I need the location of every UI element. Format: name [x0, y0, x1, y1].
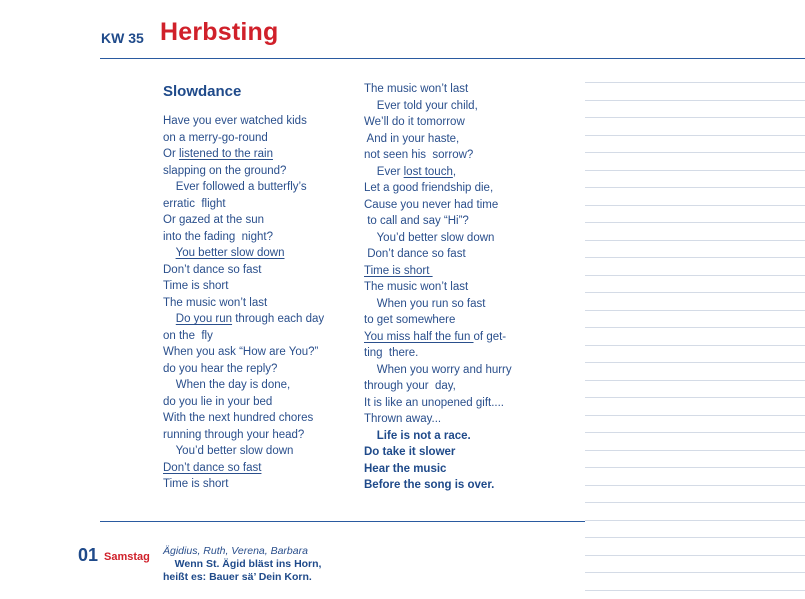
poem-line	[163, 410, 324, 427]
poem-line	[163, 113, 324, 130]
note-line	[585, 275, 805, 276]
poem-text: When you run so fast	[364, 297, 486, 310]
poem-line	[163, 328, 324, 345]
poem-text: through your day,	[364, 380, 456, 392]
poem-text: Ever told your child,	[364, 99, 478, 112]
poem-line	[163, 344, 324, 361]
underlined-phrase: You miss half the fun	[364, 330, 474, 343]
poem-text: Have you ever watched kids	[163, 115, 307, 127]
underlined-phrase: listened to the rain	[178, 148, 273, 160]
poem-text: Thrown away...	[364, 413, 442, 425]
note-line	[585, 257, 805, 258]
poem-text: running through your head?	[163, 428, 305, 441]
note-line	[585, 362, 805, 363]
poem-line	[163, 460, 324, 477]
poem-text: through each day	[232, 313, 325, 325]
poem-text: When the day is done,	[163, 379, 291, 391]
saints-names: Ägidius, Ruth, Verena, Barbara	[163, 545, 308, 557]
poem-text: We’ll do it tomorrow	[364, 116, 465, 128]
note-line	[585, 555, 805, 556]
poem-text: into the fading night?	[163, 230, 273, 243]
poem-text: When you worry and hurry	[364, 363, 512, 376]
poem-text: ting there.	[364, 347, 419, 359]
poem-line	[364, 461, 512, 478]
poem-line	[163, 130, 324, 147]
underlined-phrase: Don’t dance so fast	[163, 461, 262, 474]
poem-text: The music won’t last	[163, 296, 268, 309]
poem-text: Or gazed at the sun	[163, 214, 265, 226]
poem-line	[364, 444, 512, 461]
poem-line	[163, 427, 324, 444]
poem-line	[163, 278, 324, 295]
note-line	[585, 187, 805, 188]
poem-line	[364, 378, 512, 395]
poem-text: Ever	[364, 165, 404, 178]
note-line	[585, 152, 805, 153]
note-line	[585, 397, 805, 398]
poem-text: do you lie in your bed	[163, 395, 273, 408]
saying-line: heißt es: Bauer sä’ Dein Korn.	[163, 571, 312, 583]
note-line	[585, 222, 805, 223]
poem-line	[364, 329, 512, 346]
note-line	[585, 485, 805, 486]
poem-text: Or	[163, 148, 179, 160]
poem-text: And in your haste,	[364, 132, 460, 145]
poem-line	[163, 443, 324, 460]
poem-text: ,	[452, 165, 457, 178]
poem-line	[364, 230, 512, 247]
poem-line	[163, 196, 324, 213]
note-line	[585, 415, 805, 416]
poem-line	[364, 147, 512, 164]
note-line	[585, 135, 805, 136]
poem-line	[364, 477, 512, 494]
poem-text: Don’t dance so fast	[163, 263, 262, 276]
poem-text: Life is not a race.	[364, 429, 471, 442]
poem-line	[364, 395, 512, 412]
poem-line	[163, 245, 324, 262]
poem-text: of get-	[473, 330, 507, 343]
poem-line	[163, 361, 324, 378]
note-line	[585, 327, 805, 328]
poem-line	[364, 114, 512, 131]
week-label: KW 35	[101, 30, 144, 46]
poem-text: The music won’t last	[364, 281, 469, 293]
poem-text: Time is short	[163, 478, 229, 490]
poem-line	[364, 98, 512, 115]
poem-text: Cause you never had time	[364, 198, 499, 211]
poem-text	[163, 247, 176, 259]
note-line	[585, 502, 805, 503]
poem-line	[163, 311, 324, 328]
poem-text: to call and say “Hi”?	[364, 215, 469, 227]
poem-text: Don’t dance so fast	[364, 248, 466, 260]
poem-text: Before the song is over.	[364, 479, 495, 491]
note-line	[585, 467, 805, 468]
note-line	[585, 572, 805, 573]
poem-line	[163, 476, 324, 493]
poem-text: You’d better slow down	[163, 445, 294, 457]
note-line	[585, 310, 805, 311]
note-line	[585, 240, 805, 241]
poem-text: When you ask “How are You?”	[163, 346, 319, 358]
poem-text	[163, 313, 176, 325]
poem-line	[364, 312, 512, 329]
poem-text: It is like an unopened gift....	[364, 396, 505, 409]
poem-column-right	[364, 81, 512, 494]
note-line	[585, 537, 805, 538]
poem-line	[163, 262, 324, 279]
poem-line	[364, 345, 512, 362]
poem-line	[163, 146, 324, 163]
poem-title: Slowdance	[163, 83, 242, 100]
poem-text: on a merry-go-round	[163, 131, 268, 144]
poem-text: You’d better slow down	[364, 231, 495, 244]
poem-line	[163, 295, 324, 312]
poem-line	[364, 428, 512, 445]
note-line	[585, 117, 805, 118]
poem-text: on the fly	[163, 329, 213, 342]
note-line	[585, 345, 805, 346]
note-line	[585, 82, 805, 83]
page-title: Herbsting	[160, 18, 279, 46]
poem-line	[364, 411, 512, 428]
footer-divider	[100, 521, 585, 522]
poem-line	[364, 279, 512, 296]
poem-line	[364, 213, 512, 230]
header-divider	[100, 58, 805, 59]
poem-text: do you hear the reply?	[163, 362, 278, 375]
poem-text: erratic flight	[163, 197, 226, 210]
poem-text: The music won’t last	[364, 83, 469, 95]
poem-text: not seen his sorrow?	[364, 149, 474, 161]
poem-line	[163, 163, 324, 180]
poem-text: to get somewhere	[364, 314, 456, 326]
poem-line	[163, 394, 324, 411]
poem-text: Do take it slower	[364, 446, 456, 458]
underlined-phrase: You better slow down	[175, 247, 285, 259]
day-name: Samstag	[104, 551, 150, 563]
underlined-phrase: Time is short	[364, 264, 433, 277]
day-number: 01	[78, 545, 99, 565]
farmer-saying	[163, 558, 321, 584]
note-line	[585, 590, 805, 591]
poem-text: Hear the music	[364, 462, 447, 475]
note-line	[585, 380, 805, 381]
poem-text: Time is short	[163, 280, 229, 292]
poem-line	[163, 229, 324, 246]
poem-line	[364, 362, 512, 379]
note-line	[585, 292, 805, 293]
underlined-phrase: Do you run	[175, 313, 233, 325]
note-line	[585, 520, 805, 521]
note-line	[585, 432, 805, 433]
poem-line	[163, 179, 324, 196]
underlined-phrase: lost touch	[403, 165, 453, 178]
poem-text: With the next hundred chores	[163, 412, 314, 424]
poem-text: Let a good friendship die,	[364, 182, 494, 194]
poem-line	[364, 197, 512, 214]
poem-text: slapping on the ground?	[163, 164, 287, 177]
note-line	[585, 450, 805, 451]
poem-line	[364, 263, 512, 280]
poem-line	[364, 164, 512, 181]
poem-line	[364, 180, 512, 197]
poem-line	[163, 377, 324, 394]
poem-line	[364, 81, 512, 98]
note-line	[585, 100, 805, 101]
poem-text: Ever followed a butterfly’s	[163, 181, 307, 193]
poem-line	[364, 131, 512, 148]
note-line	[585, 205, 805, 206]
note-line	[585, 170, 805, 171]
poem-line	[364, 246, 512, 263]
saying-line: Wenn St. Ägid bläst ins Horn,	[163, 558, 322, 570]
poem-line	[163, 212, 324, 229]
poem-line	[364, 296, 512, 313]
poem-column-left	[163, 113, 324, 493]
